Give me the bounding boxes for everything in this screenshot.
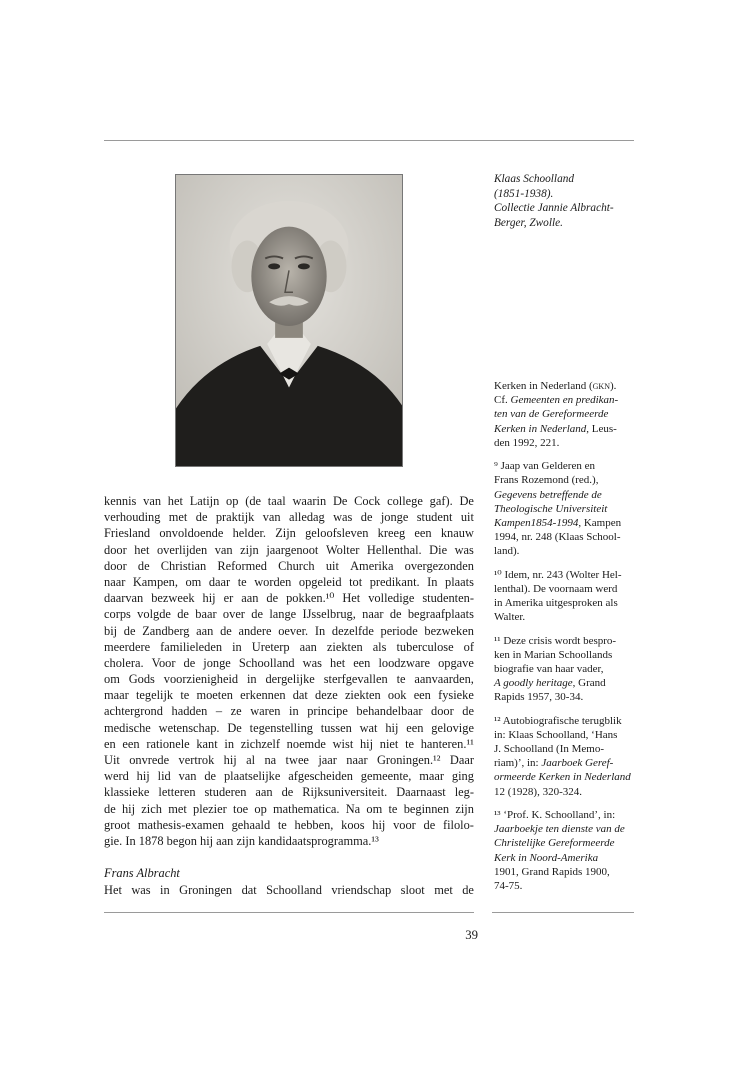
footnote-10 [494,568,636,625]
note-text: , Leus- [586,422,617,435]
body-line: corps volgde de baar over de lange IJsselbrug, naar de begraafplaats [104,607,474,622]
note-text: Jaarboekje ten dienste van de [494,823,625,836]
note-text: J. Schoolland (In Memo- [494,743,604,756]
footnote-9 [494,459,636,558]
body-line: kennis van het Latijn op (de taal waarin De Cock college gaf). De [104,494,474,508]
body-line: Friesland onvoldoende helder. Zijn geloofsleven kreeg een knauw [104,526,474,541]
portrait-photo-icon [176,175,402,466]
note-text: biografie van haar vader, [494,662,604,675]
note-text: land). [494,545,520,558]
note-text: ¹³ ‘Prof. K. Schoolland’, in: [494,809,616,821]
body-line: bij de Zandberg aan de andere oever. In dezelfde periode bezweken [104,623,474,638]
body-line: klassieke letteren studeren aan de Rijksuniversiteit. Daarnaast leg- [104,785,474,800]
bottom-rule-side [492,912,634,913]
page-number: 39 [465,928,478,942]
note-text: ¹² Autobiografische terugblik [494,714,622,727]
note-text: Frans Rozemond (red.), [494,474,599,487]
footnote-12 [494,714,636,799]
body-line: door de Christian Reformed Church uit Amerika overgezonden [104,558,474,573]
body-line: maar tegelijk te moeten erkennen dat deze ziekten ook een fysieke [104,688,474,703]
body-line: cholera. Voor de jonge Schoolland was het een loodzware opgave [104,655,474,670]
top-rule [104,140,634,141]
note-text: A goodly heritage [494,677,573,690]
body-line: de hij zich met plezier toe op mathematica. Na om te beginnen zijn [104,801,474,816]
paragraph-gap [104,849,474,865]
note-text: ⁹ Jaap van Gelderen en [494,460,595,473]
note-text: Kerken in Nederland [494,422,587,435]
photo-caption [494,172,634,230]
note-text: Kampen1854-1994 [494,516,579,529]
note-text: ¹⁰ Idem, nr. 243 (Wolter Hel- [494,568,622,581]
note-text: 1994, nr. 248 (Klaas School- [494,531,621,544]
body-line: en een rationele kant in zichzelf noemde wist hij niet te hanteren.¹¹ [104,736,474,751]
body-line: verhouding met de praktijk van alledag was de jonge student uit [104,510,474,525]
caption-line: Collectie Jannie Albracht- [494,202,614,215]
footnote-11 [494,634,636,705]
body-line: gie. In 1878 begon hij aan zijn kandidaatsprogramma.¹³ [104,833,379,848]
portrait-photo [175,174,403,467]
note-text: Cf. [494,394,511,407]
note-text: lenthal). De voornaam werd [494,582,618,595]
section-title: Frans Albracht [104,866,180,881]
note-text: in: Klaas Schoolland, ‘Hans [494,728,618,741]
note-text: ). [610,380,617,392]
body-line: medische wetenschap. De tegenstelling tussen wat hij een gelovige [104,720,474,735]
note-text: Rapids 1957, 30-34. [494,691,584,704]
note-text: ken in Marian Schoollands [494,648,613,661]
body-line: naar Kampen, om daar te worden opgeleid tot predikant. In plaats [104,574,474,589]
body-line: meerdere familieleden in Ureterp aan ziekten als tuberculose of [104,639,474,654]
note-text: ¹¹ Deze crisis wordt bespro- [494,634,617,647]
body-line: achtergrond hadden – ze waren in principe behandelbaar door de [104,704,474,719]
caption-line: Berger, Zwolle. [494,216,563,229]
body-line: door het overlijden van zijn jaargenoot Wolter Hellenthal. Die was [104,542,474,557]
note-text: Kerk in Noord-Amerika [494,851,599,864]
note-text: riam)’, in: [494,757,542,770]
note-text: 1901, Grand Rapids 1900, [494,865,610,878]
note-text: 74-75. [494,879,523,892]
note-text: ormeerde Kerken in Nederland [494,771,631,784]
note-text: Walter. [494,611,526,624]
note-text: ten van de Gereformeerde [494,408,609,421]
bottom-rule [104,912,474,913]
note-text: Theologische Universiteit [494,502,608,515]
footnotes [494,379,636,902]
note-text: 12 (1928), 320-324. [494,785,582,798]
caption-line: (1851-1938). [494,187,554,200]
footnote-continued [494,379,636,450]
body-line: daarvan bezweek hij er aan de pokken.¹⁰ Het volledige studenten- [104,591,474,606]
caption-line: Klaas Schoolland [494,173,575,185]
note-text: , Kampen [578,516,622,529]
note-text: , Grand [572,677,606,690]
note-text: den 1992, 221. [494,436,560,449]
note-text: Gegevens betreffende de [494,488,602,501]
note-text: in Amerika uitgesproken als [494,597,618,609]
body-text [104,493,474,898]
body-line: Uit onvrede vertrok hij al na twee jaar naar Groningen.¹² Daar [104,753,474,767]
body-line: Het was in Groningen dat Schoolland vriendschap sloot met de [104,882,474,897]
note-text: Jaarboek Geref- [541,757,614,770]
note-text: gkn [592,380,610,392]
body-line: om Gods voorzienigheid in dergelijke sterfgevallen te aanvaarden, [104,672,474,687]
footnote-13 [494,808,636,893]
note-text: Kerken in Nederland ( [494,380,593,392]
body-line: werd hij lid van de plaatselijke afgescheiden gemeente, maar ging [104,769,474,784]
note-text: Christelijke Gereformeerde [494,837,615,850]
body-line: groot mathesis-examen gehaald te hebben, koos hij voor de filolo- [104,817,474,832]
note-text: Gemeenten en predikan- [510,394,619,407]
